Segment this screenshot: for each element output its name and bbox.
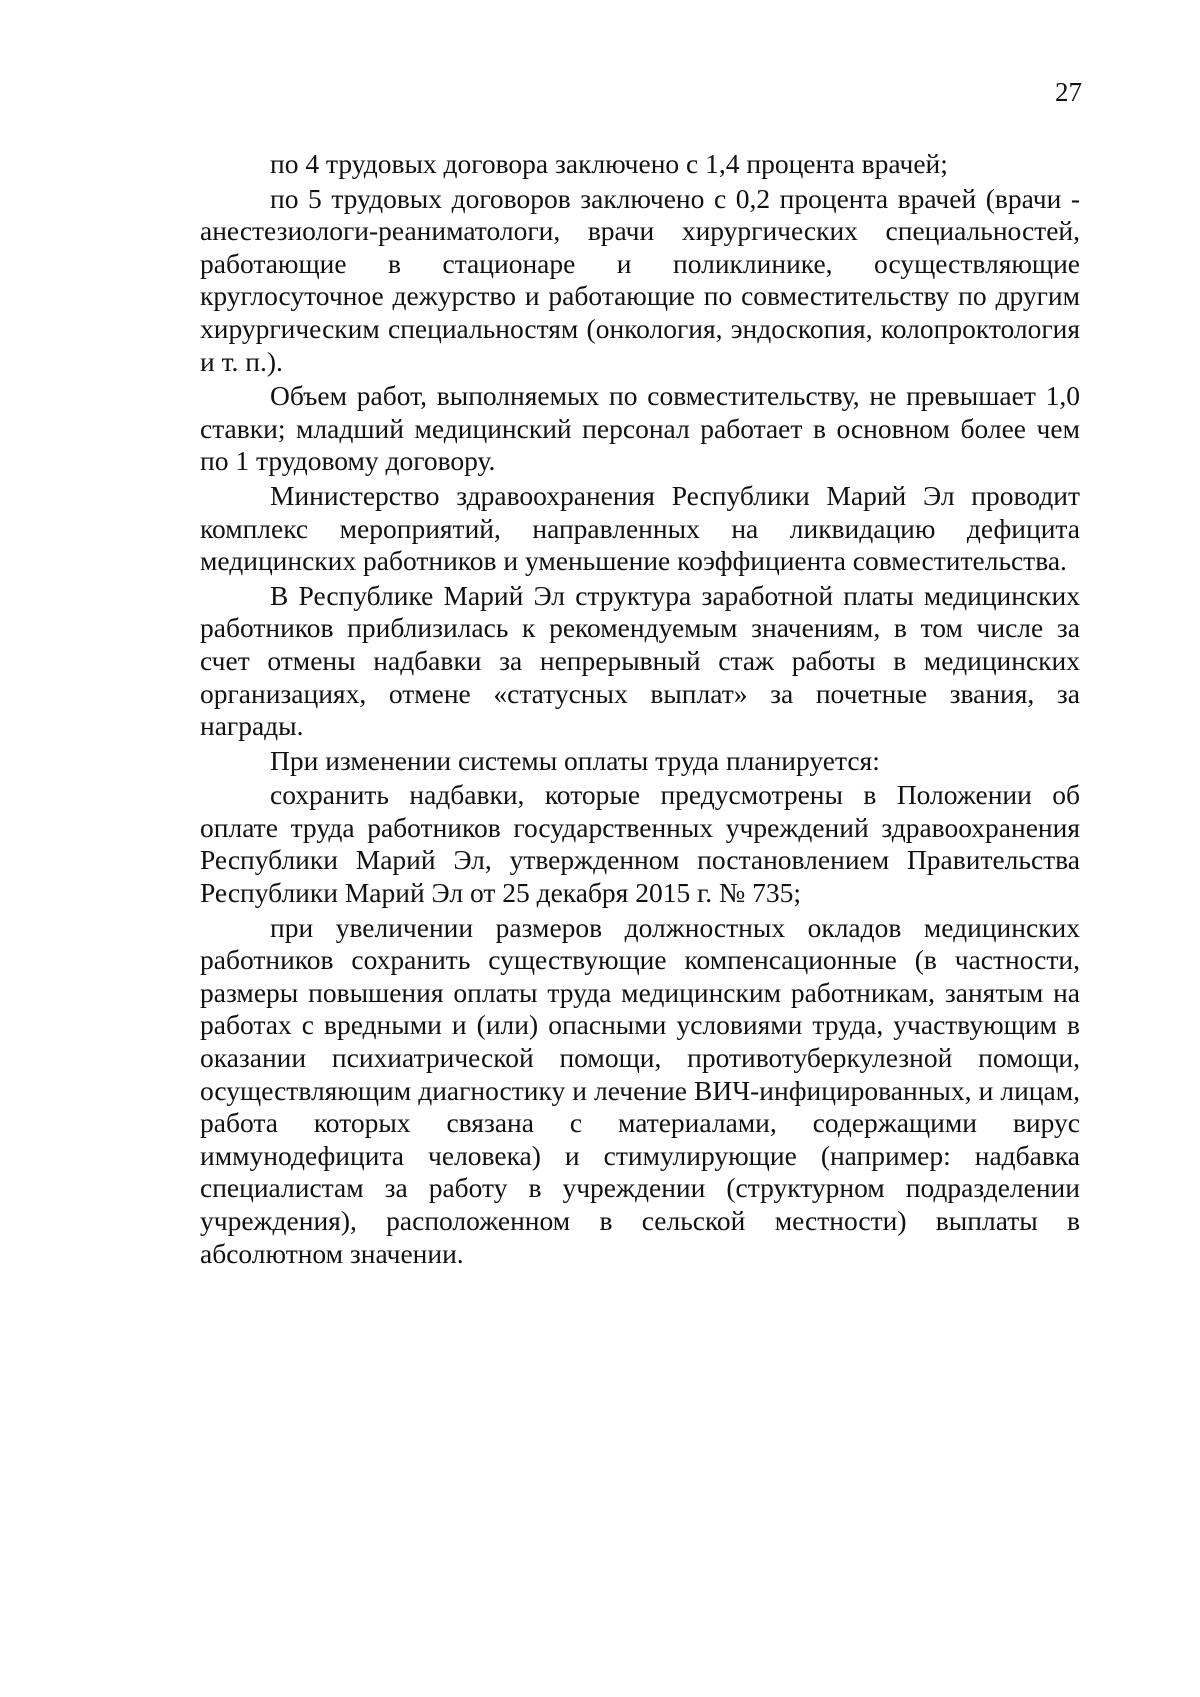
- paragraph-workload: Объем работ, выполняемых по совместительству, не превышает 1,0 ставки; младший медицинский персонал работает в основном более чем по 1 трудовому договору.: [200, 380, 1080, 477]
- paragraph-ministry: Министерство здравоохранения Республики Марий Эл проводит комплекс мероприятий, направленных на ликвидацию дефицита медицинских работников и уменьшение коэффициента совместительства.: [200, 479, 1080, 577]
- paragraph-salary-increase: при увеличении размеров должностных окладов медицинских работников сохранить существующие компенсационные (в частности, размеры повышения оплаты труда медицинским работникам, занятым на работах с вредными и (или) опасными условиями труда, участвующим в оказании психиатрической помощи, противотуберкулезной помощи, осуществляющим диагностику и лечение ВИЧ-инфицированных, и лицам, работа которых связана с материалами, содержащими вирус иммунодефицита человека) и стимулирующие (например: надбавка специалистам за работу в учреждении (структурном подразделении учреждения), расположенном в сельской местности) выплаты в абсолютном значении.: [200, 911, 1080, 1269]
- document-body: [200, 148, 1080, 1272]
- paragraph-keep-allowances: сохранить надбавки, которые предусмотрены в Положении об оплате труда работников государственных учреждений здравоохранения Республики Марий Эл, утвержденном постановлением Правительства Республики Марий Эл от 25 декабря 2015 г. № 735;: [200, 779, 1080, 909]
- paragraph-contracts-5: по 5 трудовых договоров заключено с 0,2 процента врачей (врачи - анестезиологи-реаниматологи, врачи хирургических специальностей, работающие в стационаре и поликлинике, осуществляющие круглосуточное дежурство и работающие по совместительству по другим хирургическим специальностям (онкология, эндоскопия, колопроктология и т. п.).: [200, 182, 1080, 377]
- paragraph-planned-changes: При изменении системы оплаты труда планируется:: [270, 744, 880, 776]
- paragraph-salary-structure: В Республике Марий Эл структура заработной платы медицинских работников приблизилась к рекомендуемым значениям, в том числе за счет отмены надбавки за непрерывный стаж работы в медицинских организациях, отмене «статусных выплат» за почетные звания, за награды.: [200, 579, 1080, 742]
- page-number: 27: [1055, 77, 1082, 107]
- paragraph-contracts-4: по 4 трудовых договора заключено с 1,4 процента врачей;: [270, 148, 948, 179]
